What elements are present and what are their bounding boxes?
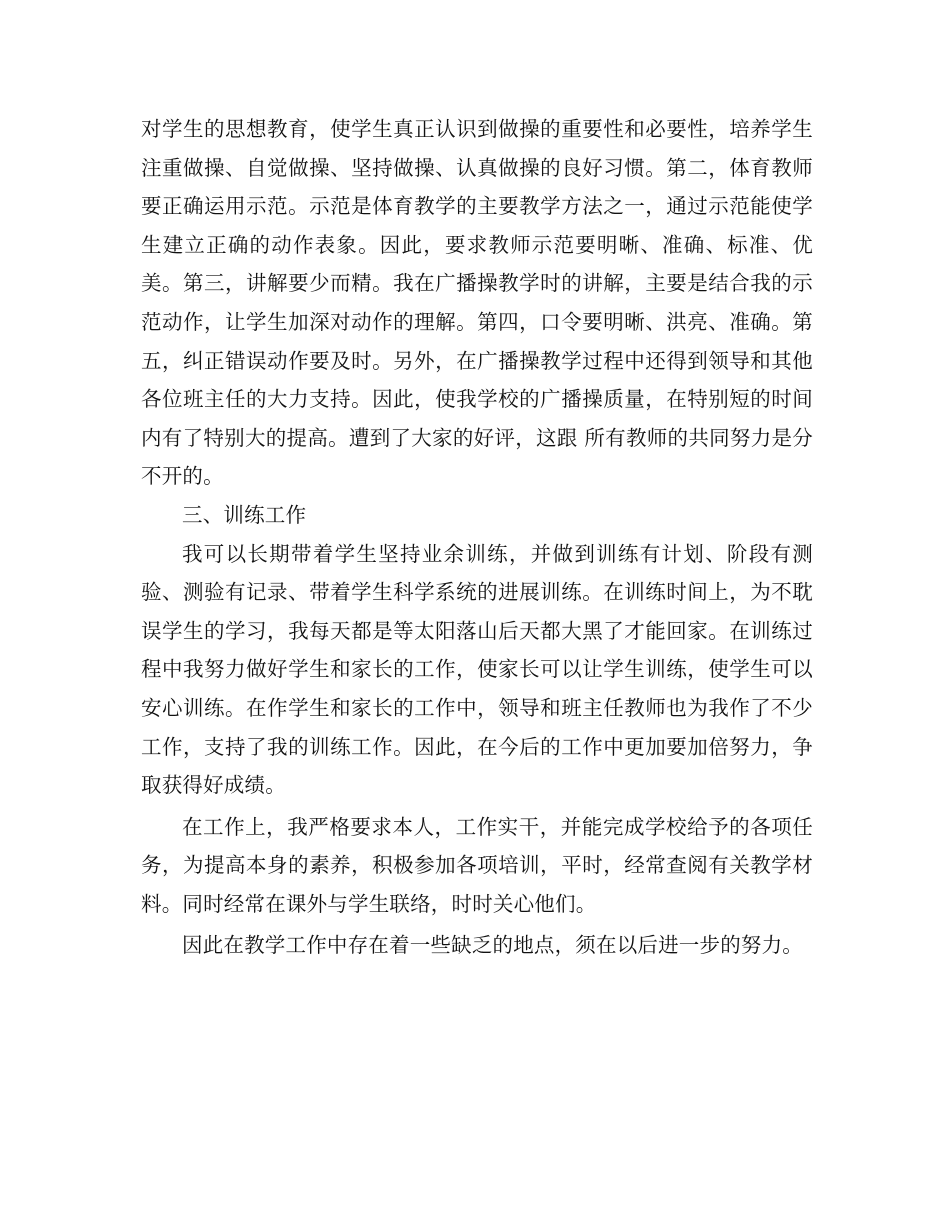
document-body	[141, 110, 813, 965]
section-heading: 三、训练工作	[182, 502, 307, 527]
paragraph-work: 在工作上，我严格要求本人，工作实干，并能完成学校给予的各项任务，为提高本身的素养，积极参加各项培训，平时，经常查阅有关教学材料。同时经常在课外与学生联络，时时关心他们。	[141, 814, 813, 916]
paragraph-continued: 对学生的思想教育，使学生真正认识到做操的重要性和必要性，培养学生注重做操、自觉做操、坚持做操、认真做操的良好习惯。第二，体育教师要正确运用示范。示范是体育教学的主要教学方法之一，通过示范能使学生建立正确的动作表象。因此，要求教师示范要明晰、准确、标准、优美。第三，讲解要少而精。我在广播操教学时的讲解，主要是结合我的示范动作，让学生加深对动作的理解。第四，口令要明晰、洪亮、准确。第五，纠正错误动作要及时。另外，在广播操教学过程中还得到领导和其他各位班主任的大力支持。因此，使我学校的广播操质量，在特别短的时间内有了特别大的提高。遭到了大家的好评，这跟 所有教师的共同努力是分不开的。	[141, 117, 813, 489]
paragraph-conclusion: 因此在教学工作中存在着一些缺乏的地点，须在以后进一步的努力。	[182, 933, 803, 958]
paragraph-training: 我可以长期带着学生坚持业余训练，并做到训练有计划、阶段有测验、测验有记录、带着学生科学系统的进展训练。在训练时间上，为不耽误学生的学习，我每天都是等太阳落山后天都大黑了才能回家。在训练过程中我努力做好学生和家长的工作，使家长可以让学生训练，使学生可以安心训练。在作学生和家长的工作中，领导和班主任教师也为我作了不少工作，支持了我的训练工作。因此，在今后的工作中更加要加倍努力，争取获得好成绩。	[141, 541, 813, 798]
